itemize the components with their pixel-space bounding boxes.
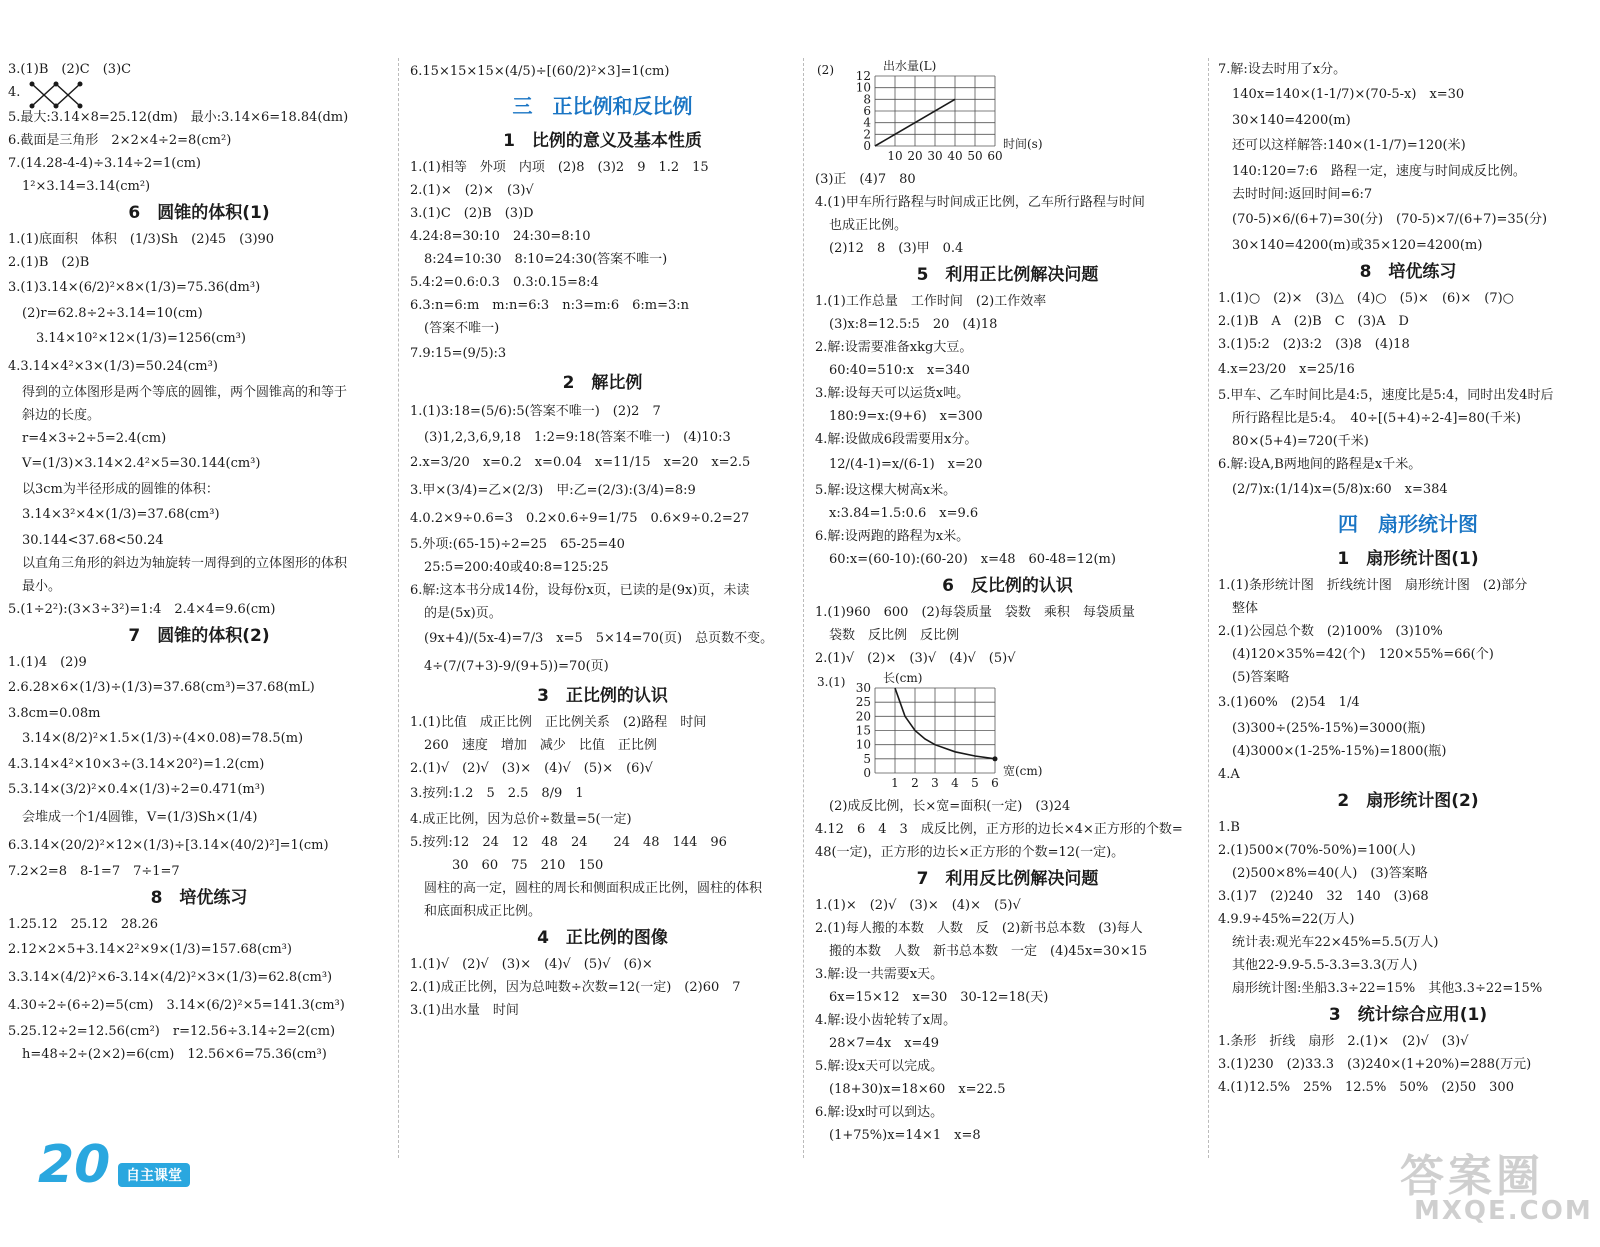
watermark-url: MXQE.COM bbox=[1414, 1196, 1593, 1226]
answer-line: (3)1,2,3,6,9,18 1:2=9:18(答案不唯一) (4)10:3 bbox=[424, 430, 731, 445]
answer-line: (2)r=62.8÷2÷3.14=10(cm) bbox=[22, 306, 203, 321]
section-title: 6 反比例的认识 bbox=[942, 576, 1073, 596]
answer-line: 7.(14.28-4-4)÷3.14÷2=1(cm) bbox=[8, 156, 202, 171]
answer-line: 3.3.14×(4/2)²×6-3.14×(4/2)²×3×(1/3)=62.8(cm³) bbox=[8, 970, 333, 985]
answer-line: (答案不唯一) bbox=[424, 321, 500, 336]
answer-line: x:3.84=1.5:0.6 x=9.6 bbox=[829, 506, 979, 521]
answer-line: 1.B bbox=[1218, 820, 1240, 835]
answer-line: 得到的立体图形是两个等底的圆锥，两个圆锥高的和等于 bbox=[22, 385, 348, 400]
answer-line: 4.解:设小齿轮转了x周。 bbox=[815, 1013, 957, 1028]
match-dot bbox=[78, 104, 83, 109]
answer-line: 圆柱的高一定，圆柱的周长和侧面积成正比例，圆柱的体积 bbox=[424, 881, 763, 896]
answer-line: 2.(1)公园总个数 (2)100% (3)10% bbox=[1218, 624, 1443, 639]
answer-line: 1.(1)比值 成正比例 正比例关系 (2)路程 时间 bbox=[410, 715, 707, 730]
answer-line: (1+75%)x=14×1 x=8 bbox=[829, 1128, 981, 1143]
answer-line: 8:24=10:30 8:10=24:30(答案不唯一) bbox=[424, 252, 668, 267]
answer-line: 2.(1)√ (2)× (3)√ (4)√ (5)√ bbox=[815, 651, 1016, 666]
answer-line: (18+30)x=18×60 x=22.5 bbox=[829, 1082, 1006, 1097]
answer-line: 4.成正比例，因为总价÷数量=5(一定) bbox=[410, 812, 632, 827]
series-badge: 自主课堂 bbox=[118, 1163, 190, 1187]
section-title: 8 培优练习 bbox=[1359, 262, 1457, 282]
answer-line: 扇形统计图:坐船3.3÷22=15% 其他3.3÷22=15% bbox=[1232, 981, 1543, 996]
answer-line: 4.(1)12.5% 25% 12.5% 50% (2)50 300 bbox=[1218, 1080, 1514, 1095]
section-title: 1 扇形统计图(1) bbox=[1337, 549, 1479, 569]
answer-line: 其他22-9.9-5.5-3.3=3.3(万人) bbox=[1232, 958, 1418, 973]
answer-line: 3.解:设一共需要x天。 bbox=[815, 967, 944, 982]
answer-line: 1.(1)工作总量 工作时间 (2)工作效率 bbox=[815, 294, 1047, 309]
x-tick-label: 60 bbox=[987, 149, 1003, 163]
answer-line: 搬的本数 人数 新书总本数 一定 (4)45x=30×15 bbox=[829, 944, 1148, 959]
y-tick-label: 5 bbox=[863, 751, 871, 766]
answer-line: (2)12 8 (3)甲 0.4 bbox=[829, 241, 964, 256]
answer-line: 7.9:15=(9/5):3 bbox=[410, 346, 507, 361]
answer-line: 3.14×(8/2)²×1.5×(1/3)÷(4×0.08)=78.5(m) bbox=[22, 731, 304, 746]
section-title: 3 统计综合应用(1) bbox=[1328, 1005, 1488, 1025]
answer-line: 3.(1)7 (2)240 32 140 (3)68 bbox=[1218, 889, 1429, 904]
answer-line: (5)答案略 bbox=[1232, 670, 1290, 685]
answer-line: 也成正比例。 bbox=[829, 218, 908, 233]
answer-line: 7.解:设去时用了x分。 bbox=[1218, 62, 1347, 77]
section-title: 7 圆锥的体积(2) bbox=[128, 626, 270, 646]
answer-line: 3.(1)3.14×(6/2)²×8×(1/3)=75.36(dm³) bbox=[8, 280, 261, 295]
answer-line: 3.解:设每天可以运货x吨。 bbox=[815, 386, 970, 401]
answer-line: 还可以这样解答:140×(1-1/7)=120(米) bbox=[1232, 138, 1466, 153]
column-3 bbox=[815, 58, 1200, 1147]
x-tick-label: 5 bbox=[971, 776, 979, 790]
y-tick-label: 12 bbox=[855, 69, 871, 83]
answer-line: 6.3:n=6:m m:n=6:3 n:3=m:6 6:m=3:n bbox=[410, 298, 689, 313]
answer-line: 2.(1)每人搬的本数 人数 反 (2)新书总本数 (3)每人 bbox=[815, 921, 1143, 936]
answer-line: 4.30÷2÷(6÷2)=5(cm) 3.14×(6/2)²×5=141.3(cm³) bbox=[8, 998, 345, 1013]
answer-line: 6.解:设两跑的路程为x米。 bbox=[815, 529, 970, 544]
answer-line: 5.4:2=0.6:0.3 0.3:0.15=8:4 bbox=[410, 275, 599, 290]
answer-line: (2/7)x:(1/14)x=(5/8)x:60 x=384 bbox=[1232, 482, 1448, 497]
y-axis-label: 出水量(L) bbox=[883, 59, 937, 73]
answer-line: 4. bbox=[8, 85, 21, 100]
answer-line: 80×(5+4)=720(千米) bbox=[1232, 434, 1369, 449]
y-tick-label: 2 bbox=[863, 127, 871, 142]
answer-line: 28×7=4x x=49 bbox=[829, 1036, 939, 1051]
answer-line: 1.25.12 25.12 28.26 bbox=[8, 917, 159, 932]
answer-line: 和底面积成正比例。 bbox=[424, 904, 542, 919]
answer-line: (9x+4)/(5x-4)=7/3 x=5 5×14=70(页) 总页数不变。 bbox=[424, 631, 774, 646]
answer-line: 4.解:设做成6段需要用x分。 bbox=[815, 432, 978, 447]
answer-line: 3.14×3²×4×(1/3)=37.68(cm³) bbox=[22, 507, 220, 522]
chart bbox=[815, 670, 1200, 795]
answer-line: (2)成反比例，长×宽=面积(一定) (3)24 bbox=[829, 799, 1071, 814]
answer-line: 7.2×2=8 8-1=7 7÷1=7 bbox=[8, 864, 180, 879]
answer-line: 25:5=200:40或40:8=125:25 bbox=[424, 560, 609, 575]
answer-line: 5.(1÷2²):(3×3÷3²)=1:4 2.4×4=9.6(cm) bbox=[8, 602, 276, 617]
answer-line: 1.(1)相等 外项 内项 (2)8 (3)2 9 1.2 15 bbox=[410, 160, 709, 175]
answer-line: (4)3000×(1-25%-15%)=1800(瓶) bbox=[1232, 744, 1447, 759]
answer-line: (3)正 (4)7 80 bbox=[815, 172, 916, 187]
answer-line: 1²×3.14=3.14(cm²) bbox=[22, 179, 151, 194]
answer-line: h=48÷2÷(2×2)=6(cm) 12.56×6=75.36(cm³) bbox=[22, 1047, 327, 1062]
answer-line: 5.解:设x天可以完成。 bbox=[815, 1059, 944, 1074]
x-axis-label: 时间(s) bbox=[1003, 137, 1043, 151]
answer-line: 2.解:设需要准备xkg大豆。 bbox=[815, 340, 973, 355]
column-divider bbox=[1208, 58, 1209, 1158]
section-title: 5 利用正比例解决问题 bbox=[916, 265, 1099, 285]
answer-line: 1.(1)底面积 体积 (1/3)Sh (2)45 (3)90 bbox=[8, 232, 275, 247]
answer-line: 48(一定)，正方形的边长×正方形的个数=12(一定)。 bbox=[815, 845, 1125, 860]
answer-line: (4)120×35%=42(个) 120×55%=66(个) bbox=[1232, 647, 1494, 662]
answer-line: 140:120=7:6 路程一定，速度与时间成反比例。 bbox=[1232, 164, 1526, 179]
watermark bbox=[1400, 1140, 1595, 1240]
answer-line: 2.(1)B A (2)B C (3)A D bbox=[1218, 314, 1409, 329]
answer-line: 3.(1)230 (2)33.3 (3)240×(1+20%)=288(万元) bbox=[1218, 1057, 1532, 1072]
answer-line: 6.3.14×(20/2)²×12×(1/3)÷[3.14×(40/2)²]=1(cm) bbox=[8, 838, 329, 853]
answer-line: 1.(1)4 (2)9 bbox=[8, 655, 87, 670]
answer-line: 5.解:设这棵大树高x米。 bbox=[815, 483, 957, 498]
match-dot bbox=[54, 104, 59, 109]
answer-line: 3.(1)出水量 时间 bbox=[410, 1003, 519, 1018]
y-tick-label: 4 bbox=[863, 115, 871, 130]
section-title: 7 利用反比例解决问题 bbox=[916, 869, 1099, 889]
answer-line: 260 速度 增加 减少 比值 正比例 bbox=[424, 738, 657, 753]
answer-line: 6.15×15×15×(4/5)÷[(60/2)²×3]=1(cm) bbox=[410, 64, 670, 79]
answer-line: 2.(1)B (2)B bbox=[8, 255, 90, 270]
answer-line: 4.9.9÷45%=22(万人) bbox=[1218, 912, 1355, 927]
section-title: 4 正比例的图像 bbox=[537, 928, 668, 948]
matching-lines-diagram bbox=[26, 80, 96, 110]
y-tick-label: 10 bbox=[855, 737, 871, 752]
answer-line: 1.(1)3:18=(5/6):5(答案不唯一) (2)2 7 bbox=[410, 404, 661, 419]
answer-line: 最小。 bbox=[22, 579, 62, 594]
y-tick-label: 20 bbox=[855, 709, 871, 724]
question-number: (2) bbox=[817, 63, 834, 77]
answer-line: 袋数 反比例 反比例 bbox=[829, 628, 960, 643]
answer-line: 2.(1)√ (2)√ (3)× (4)√ (5)× (6)√ bbox=[410, 761, 653, 776]
answer-line: 会堆成一个1/4圆锥，V=(1/3)Sh×(1/4) bbox=[22, 810, 258, 825]
y-tick-label: 0 bbox=[863, 139, 871, 153]
answer-line: (3)x:8=12.5:5 20 (4)18 bbox=[829, 317, 998, 332]
answer-line: 60:40=510:x x=340 bbox=[829, 363, 970, 378]
answer-line: 所行路程比是5:4。 40÷[(5+4)÷2-4]=80(千米) bbox=[1232, 411, 1521, 426]
column-4 bbox=[1218, 58, 1598, 1099]
answer-line: 4.(1)甲车所行路程与时间成正比例，乙车所行路程与时间 bbox=[815, 195, 1145, 210]
answer-line: 3.甲×(3/4)=乙×(2/3) 甲:乙=(2/3):(3/4)=8:9 bbox=[410, 483, 696, 498]
x-tick-label: 30 bbox=[927, 149, 943, 163]
answer-line: 30×140=4200(m) bbox=[1232, 113, 1351, 128]
answer-line: (3)300÷(25%-15%)=3000(瓶) bbox=[1232, 721, 1426, 736]
answer-line: 斜边的长度。 bbox=[22, 408, 101, 423]
x-tick-label: 50 bbox=[967, 149, 983, 163]
question-number: 3.(1) bbox=[817, 675, 846, 689]
data-point bbox=[993, 756, 998, 761]
answer-line: r=4×3÷2÷5=2.4(cm) bbox=[22, 431, 167, 446]
y-tick-label: 0 bbox=[863, 766, 871, 780]
answer-line: 6.解:设A,B两地间的路程是x千米。 bbox=[1218, 457, 1422, 472]
answer-line: 3.(1)C (2)B (3)D bbox=[410, 206, 534, 221]
answer-line: 4.24:8=30:10 24:30=8:10 bbox=[410, 229, 591, 244]
page-number: 20 bbox=[38, 1135, 111, 1195]
answer-line: 30×140=4200(m)或35×120=4200(m) bbox=[1232, 238, 1483, 253]
chart-svg bbox=[815, 58, 1075, 168]
answer-line: 1.(1)√ (2)√ (3)× (4)√ (5)√ (6)× bbox=[410, 957, 653, 972]
answer-line: 4.3.14×4²×3×(1/3)=50.24(cm³) bbox=[8, 359, 218, 374]
answer-line: V=(1/3)×3.14×2.4²×5=30.144(cm³) bbox=[22, 456, 261, 471]
x-tick-label: 40 bbox=[947, 149, 963, 163]
x-tick-label: 20 bbox=[907, 149, 923, 163]
answer-line: 30 60 75 210 150 bbox=[452, 858, 604, 873]
answer-line: (70-5)×6/(6+7)=30(分) (70-5)×7/(6+7)=35(分) bbox=[1232, 212, 1548, 227]
answer-line: 3.按列:1.2 5 2.5 8/9 1 bbox=[410, 786, 584, 801]
answer-line: 4÷(7/(7+3)-9/(9+5))=70(页) bbox=[424, 659, 609, 674]
answer-line: 3.14×10²×12×(1/3)=1256(cm³) bbox=[36, 331, 246, 346]
chart-svg bbox=[815, 670, 1075, 795]
answer-line: (2)500×8%=40(人) (3)答案略 bbox=[1232, 866, 1428, 881]
match-dot bbox=[30, 82, 35, 87]
answer-line: 6.截面是三角形 2×2×4÷2=8(cm²) bbox=[8, 133, 232, 148]
answer-line: 30.144<37.68<50.24 bbox=[22, 533, 164, 548]
section-title: 8 培优练习 bbox=[150, 888, 248, 908]
answer-line: 5.外项:(65-15)÷2=25 65-25=40 bbox=[410, 537, 625, 552]
answer-line: 2.x=3/20 x=0.2 x=0.04 x=11/15 x=20 x=2.5 bbox=[410, 455, 751, 470]
answer-line: 去时时间:返回时间=6:7 bbox=[1232, 187, 1373, 202]
answer-line: 6x=15×12 x=30 30-12=18(天) bbox=[829, 990, 1049, 1005]
answer-line: 1.(1)○ (2)× (3)△ (4)○ (5)× (6)× (7)○ bbox=[1218, 291, 1515, 306]
x-tick-label: 10 bbox=[887, 149, 903, 163]
y-tick-label: 15 bbox=[855, 723, 871, 738]
answer-line: 4.0.2×9÷0.6=3 0.2×0.6÷9=1/75 0.6×9÷0.2=27 bbox=[410, 511, 750, 526]
answer-line: 5.按列:12 24 12 48 24 24 48 144 96 bbox=[410, 835, 727, 850]
answer-line: 3.(1)60% (2)54 1/4 bbox=[1218, 695, 1360, 710]
answer-line: 整体 bbox=[1232, 601, 1259, 616]
y-tick-label: 10 bbox=[855, 80, 871, 95]
chapter-title: 四 扇形统计图 bbox=[1338, 512, 1478, 536]
y-tick-label: 25 bbox=[855, 695, 871, 710]
chapter-title: 三 正比例和反比例 bbox=[512, 94, 693, 118]
match-dot bbox=[30, 104, 35, 109]
section-title: 2 解比例 bbox=[562, 373, 643, 393]
match-dot bbox=[54, 82, 59, 87]
answer-line: 180:9=x:(9+6) x=300 bbox=[829, 409, 983, 424]
answer-line: 12/(4-1)=x/(6-1) x=20 bbox=[829, 457, 983, 472]
x-tick-label: 6 bbox=[991, 776, 999, 790]
answer-line: 的是(5x)页。 bbox=[424, 606, 502, 621]
answer-line: 1.(1)960 600 (2)每袋质量 袋数 乘积 每袋质量 bbox=[815, 605, 1135, 620]
section-title: 2 扇形统计图(2) bbox=[1337, 791, 1479, 811]
answer-line: 3.(1)5:2 (2)3:2 (3)8 (4)18 bbox=[1218, 337, 1410, 352]
section-title: 3 正比例的认识 bbox=[537, 686, 668, 706]
answer-line: 3.8cm=0.08m bbox=[8, 706, 101, 721]
answer-line: 5.最大:3.14×8=25.12(dm) 最小:3.14×6=18.84(dm) bbox=[8, 110, 349, 125]
chart bbox=[815, 58, 1200, 168]
x-axis-label: 宽(cm) bbox=[1003, 764, 1043, 778]
y-tick-label: 30 bbox=[855, 681, 871, 695]
x-tick-label: 1 bbox=[891, 776, 899, 790]
answer-line: 统计表:观光车22×45%=5.5(万人) bbox=[1232, 935, 1439, 950]
answer-line: 2.6.28×6×(1/3)÷(1/3)=37.68(cm³)=37.68(mL) bbox=[8, 680, 315, 695]
answer-line: 4.12 6 4 3 成反比例，正方形的边长×4×正方形的个数= bbox=[815, 822, 1183, 837]
answer-line: 2.12×2×5+3.14×2²×9×(1/3)=157.68(cm³) bbox=[8, 942, 292, 957]
answer-line: 6.解:设x时可以到达。 bbox=[815, 1105, 944, 1120]
section-title: 1 比例的意义及基本性质 bbox=[503, 131, 702, 151]
answer-line: 6.解:这本书分成14份，设每份x页，已读的是(9x)页，未读 bbox=[410, 583, 750, 598]
answer-line: 1.条形 折线 扇形 2.(1)× (2)√ (3)√ bbox=[1218, 1034, 1469, 1049]
x-tick-label: 4 bbox=[951, 776, 959, 790]
answer-line: 2.(1)× (2)× (3)√ bbox=[410, 183, 534, 198]
answer-line: 1.(1)条形统计图 折线统计图 扇形统计图 (2)部分 bbox=[1218, 578, 1528, 593]
column-1 bbox=[8, 58, 390, 1066]
x-tick-label: 2 bbox=[911, 776, 919, 790]
answer-line: 60:x=(60-10):(60-20) x=48 60-48=12(m) bbox=[829, 552, 1116, 567]
watermark-text: 答案圈 bbox=[1400, 1151, 1544, 1202]
section-title: 6 圆锥的体积(1) bbox=[128, 203, 270, 223]
answer-line: 5.3.14×(3/2)²×0.4×(1/3)÷2=0.471(m³) bbox=[8, 782, 265, 797]
answer-line: 以直角三角形的斜边为轴旋转一周得到的立体图形的体积 bbox=[22, 556, 348, 571]
answer-line: 2.(1)成正比例，因为总吨数÷次数=12(一定) (2)60 7 bbox=[410, 980, 741, 995]
x-tick-label: 3 bbox=[931, 776, 939, 790]
answer-line: 以3cm为半径形成的圆锥的体积： bbox=[22, 482, 219, 497]
answer-line: 4.A bbox=[1218, 767, 1240, 782]
data-line bbox=[895, 688, 995, 759]
y-axis-label: 长(cm) bbox=[883, 671, 923, 685]
y-tick-label: 6 bbox=[863, 104, 871, 118]
answer-line: 3.(1)B (2)C (3)C bbox=[8, 62, 132, 77]
column-divider bbox=[398, 58, 399, 1158]
answer-line: 5.甲车、乙车时间比是4:5，速度比是5:4，同时出发4时后 bbox=[1218, 388, 1554, 403]
answer-line: 4.3.14×4²×10×3÷(3.14×20²)=1.2(cm) bbox=[8, 757, 265, 772]
answer-line: 1.(1)× (2)√ (3)× (4)× (5)√ bbox=[815, 898, 1021, 913]
column-2 bbox=[410, 58, 795, 1022]
answer-line: 4.x=23/20 x=25/16 bbox=[1218, 362, 1355, 377]
answer-line: 2.(1)500×(70%-50%)=100(人) bbox=[1218, 843, 1416, 858]
answer-line: 5.25.12÷2=12.56(cm²) r=12.56÷3.14÷2=2(cm) bbox=[8, 1024, 336, 1039]
column-divider bbox=[803, 58, 804, 1158]
y-tick-label: 8 bbox=[863, 92, 871, 107]
match-dot bbox=[78, 82, 83, 87]
answer-line: 140x=140×(1-1/7)×(70-5-x) x=30 bbox=[1232, 87, 1465, 102]
